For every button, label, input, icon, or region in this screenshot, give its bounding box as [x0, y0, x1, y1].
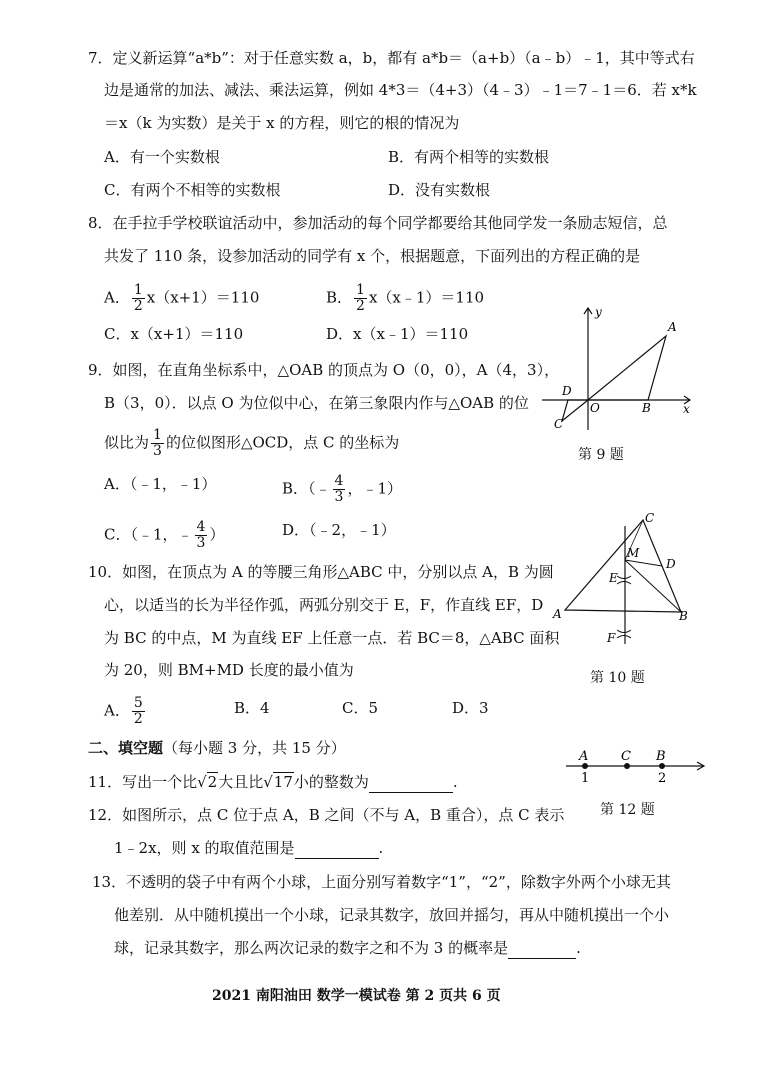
q8-b-fraction: $\frac{1}{2}$	[356, 282, 365, 314]
q9-label-x: x	[683, 402, 690, 416]
q9-label-b: B	[642, 401, 651, 415]
q13-line-1: 13．不透明的袋子中有两个小球，上面分别写着数字“1”，“2”，除数字外两个小球无其	[92, 873, 671, 891]
q10-option-d: D．3	[452, 699, 489, 717]
q10-a-fraction: $\frac{5}{2}$	[133, 695, 143, 727]
q9-ratio-fraction: $\frac{1}{3}$	[153, 427, 162, 459]
q7-line-2: 边是通常的加法、减法、乘法运算，例如 4*3＝（4+3）（4﹣3）﹣1＝7﹣1＝6．若 x*k	[104, 81, 697, 99]
q12-label-b: B	[656, 749, 666, 764]
q9-option-d: D．（﹣2，﹣1）	[282, 521, 396, 539]
q10-option-a: A． $\frac{5}{2}$	[104, 695, 143, 727]
q12-line-2: 1﹣2x，则 x 的取值范围是 .	[114, 839, 384, 857]
q8-option-c: C．x（x+1）＝110	[104, 325, 244, 343]
q12-number-line-figure	[560, 746, 710, 786]
q10-line-1: 10．如图，在顶点为 A 的等腰三角形△ABC 中，分别以点 A，B 为圆	[88, 563, 554, 581]
q8-a-fraction: $\frac{1}{2}$	[133, 282, 143, 314]
q10-line-2: 心，以适当的长为半径作弧，两弧分别交于 E，F，作直线 EF，D	[104, 596, 544, 614]
q12-label-c: C	[621, 749, 631, 764]
q11-line: 11．写出一个比√2大且比√17小的整数为 .	[88, 773, 458, 791]
q10-label-e: E	[609, 571, 618, 585]
q7-line-1: 7．定义新运算“a*b”：对于任意实数 a，b，都有 a*b＝（a+b）（a﹣b）﹣1，其中等式右	[88, 49, 695, 67]
q8-option-b: B． $\frac{1}{2}$ x（x﹣1）＝110	[326, 282, 485, 314]
q9-option-a: A．（﹣1，﹣1）	[104, 475, 217, 493]
q10-label-c: C	[645, 511, 655, 525]
q10-label-a: A	[553, 607, 562, 621]
q10-label-d: D	[666, 557, 676, 571]
q9-coordinate-figure	[538, 300, 698, 440]
q9-option-c: C．（﹣1，﹣ $\frac{4}{3}$ ）	[104, 519, 225, 551]
q13-line-3: 球，记录其数字，那么两次记录的数字之和不为 3 的概率是 .	[114, 939, 581, 957]
q8-option-a: A． $\frac{1}{2}$ x（x+1）＝110	[104, 282, 260, 314]
q13-line-2: 他差别．从中随机摸出一个小球，记录其数字，放回并摇匀，再从中随机摸出一个小	[114, 906, 670, 924]
q13-answer-blank[interactable]	[508, 938, 576, 959]
q12-tick-1: 1	[581, 771, 590, 786]
q10-label-f: F	[607, 631, 616, 645]
q7-option-b: B．有两个相等的实数根	[388, 148, 550, 166]
page-footer: 2021 南阳油田 数学一模试卷 第 2 页共 6 页	[212, 988, 501, 1004]
q7-option-c: C．有两个不相等的实数根	[104, 181, 281, 199]
q9-line-1: 9．如图，在直角坐标系中，△OAB 的顶点为 O（0，0），A（4，3），	[88, 361, 560, 379]
q9-line-3: 似比为 $\frac{1}{3}$ 的位似图形△OCD，点 C 的坐标为	[104, 427, 400, 459]
q9-b-fraction: $\frac{4}{3}$	[334, 473, 344, 505]
q8-option-d: D．x（x﹣1）＝110	[326, 325, 469, 343]
q10-label-b: B	[679, 609, 688, 623]
q12-answer-blank[interactable]	[295, 838, 379, 859]
q7-option-d: D．没有实数根	[388, 181, 491, 199]
q8-line-1: 8．在手拉手学校联谊活动中，参加活动的每个同学都要给其他同学发一条励志短信，总	[88, 214, 668, 232]
q7-line-3: ＝x（k 为实数）是关于 x 的方程，则它的根的情况为	[104, 114, 460, 132]
q10-option-b: B．4	[234, 699, 270, 717]
q11-answer-blank[interactable]	[369, 772, 453, 793]
q9-label-c: C	[554, 417, 564, 431]
q12-label-a: A	[579, 749, 589, 764]
q10-caption: 第 10 题	[590, 670, 645, 686]
section-2-heading: 二、填空题（每小题 3 分，共 15 分）	[88, 739, 346, 757]
q9-label-o: O	[590, 401, 600, 415]
q9-label-y: y	[595, 305, 602, 319]
q10-triangle-figure	[545, 508, 705, 658]
q7-option-a: A．有一个实数根	[104, 148, 220, 166]
q8-line-2: 共发了 110 条，设参加活动的同学有 x 个，根据题意，下面列出的方程正确的是	[104, 247, 641, 265]
q9-c-fraction: $\frac{4}{3}$	[196, 519, 206, 551]
q12-caption: 第 12 题	[600, 802, 655, 818]
q12-line-1: 12．如图所示，点 C 位于点 A，B 之间（不与 A，B 重合），点 C 表示	[88, 806, 565, 824]
q10-line-4: 为 20，则 BM+MD 长度的最小值为	[104, 661, 354, 679]
q10-line-3: 为 BC 的中点，M 为直线 EF 上任意一点．若 BC＝8，△ABC 面积	[104, 629, 560, 647]
q9-line-2: B（3，0）．以点 O 为位似中心，在第三象限内作与△OAB 的位	[104, 394, 529, 412]
q9-label-a: A	[668, 320, 677, 334]
q10-label-m: M	[627, 546, 640, 560]
q10-option-c: C．5	[342, 699, 379, 717]
q9-label-d: D	[562, 384, 572, 398]
q12-tick-2: 2	[658, 771, 667, 786]
q9-caption: 第 9 题	[578, 447, 624, 463]
q9-option-b: B．（﹣ $\frac{4}{3}$ ，﹣1）	[282, 473, 402, 505]
